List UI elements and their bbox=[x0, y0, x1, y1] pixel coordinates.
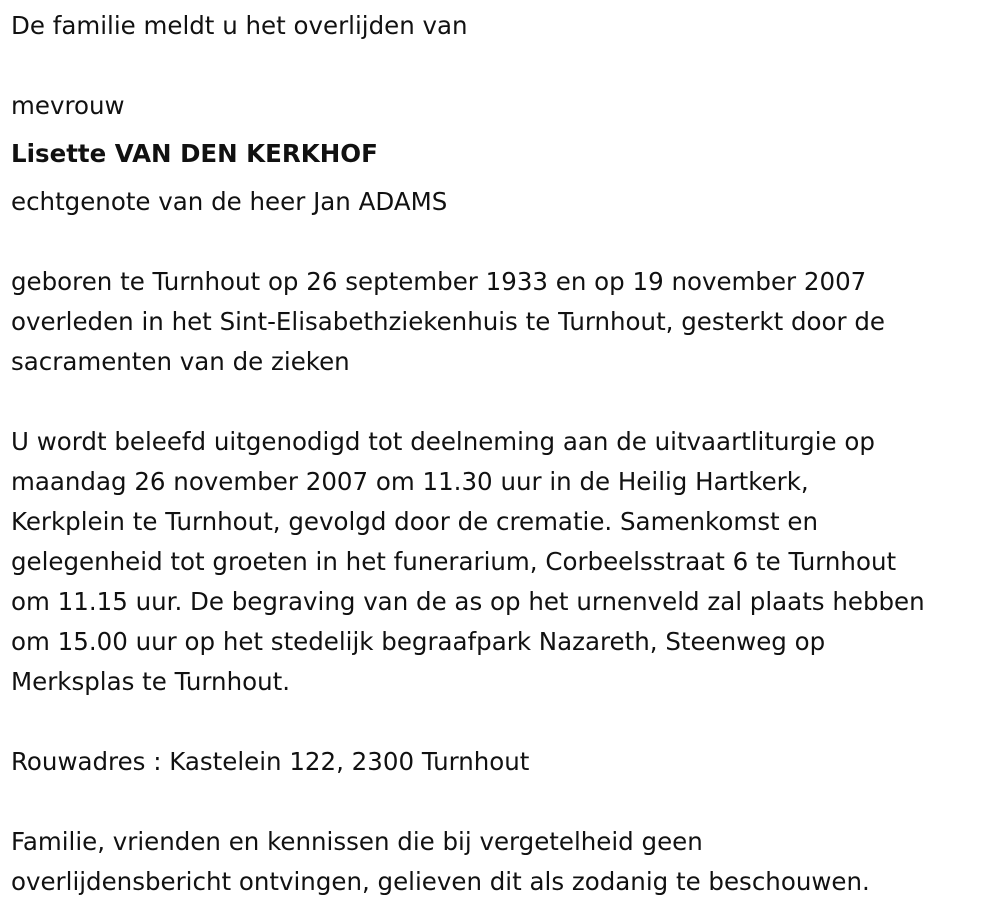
death-announcement bbox=[11, 6, 995, 902]
funeral-paragraph bbox=[11, 422, 995, 702]
birth-death-paragraph bbox=[11, 262, 995, 382]
spacer bbox=[11, 222, 995, 262]
paragraph-line: om 11.15 uur. De begraving van de as op het urnenveld zal plaats hebben bbox=[11, 587, 925, 616]
spacer bbox=[11, 46, 995, 86]
mourning-address: Rouwadres : Kastelein 122, 2300 Turnhout bbox=[11, 747, 530, 776]
paragraph-line: U wordt beleefd uitgenodigd tot deelneming aan de uitvaartliturgie op bbox=[11, 427, 875, 456]
paragraph-line: Merksplas te Turnhout. bbox=[11, 667, 291, 696]
paragraph-line: maandag 26 november 2007 om 11.30 uur in de Heilig Hartkerk, bbox=[11, 467, 809, 496]
deceased-name: Lisette VAN DEN KERKHOF bbox=[11, 139, 378, 168]
paragraph-line: overlijdensbericht ontvingen, gelieven dit als zodanig te beschouwen. bbox=[11, 867, 870, 896]
spacer bbox=[11, 702, 995, 742]
spacer bbox=[11, 782, 995, 822]
paragraph-line: overleden in het Sint-Elisabethziekenhuis te Turnhout, gesterkt door de bbox=[11, 307, 885, 336]
paragraph-line: sacramenten van de zieken bbox=[11, 347, 350, 376]
closing-paragraph bbox=[11, 822, 995, 902]
intro-text: De familie meldt u het overlijden van bbox=[11, 11, 468, 40]
paragraph-line: Familie, vrienden en kennissen die bij vergetelheid geen bbox=[11, 827, 703, 856]
paragraph-line: gelegenheid tot groeten in het funerarium, Corbeelsstraat 6 te Turnhout bbox=[11, 547, 897, 576]
salutation-text: mevrouw bbox=[11, 91, 125, 120]
spacer bbox=[11, 382, 995, 422]
paragraph-line: geboren te Turnhout op 26 september 1933 en op 19 november 2007 bbox=[11, 267, 867, 296]
paragraph-line: Kerkplein te Turnhout, gevolgd door de crematie. Samenkomst en bbox=[11, 507, 818, 536]
spouse-text: echtgenote van de heer Jan ADAMS bbox=[11, 187, 448, 216]
paragraph-line: om 15.00 uur op het stedelijk begraafpark Nazareth, Steenweg op bbox=[11, 627, 826, 656]
